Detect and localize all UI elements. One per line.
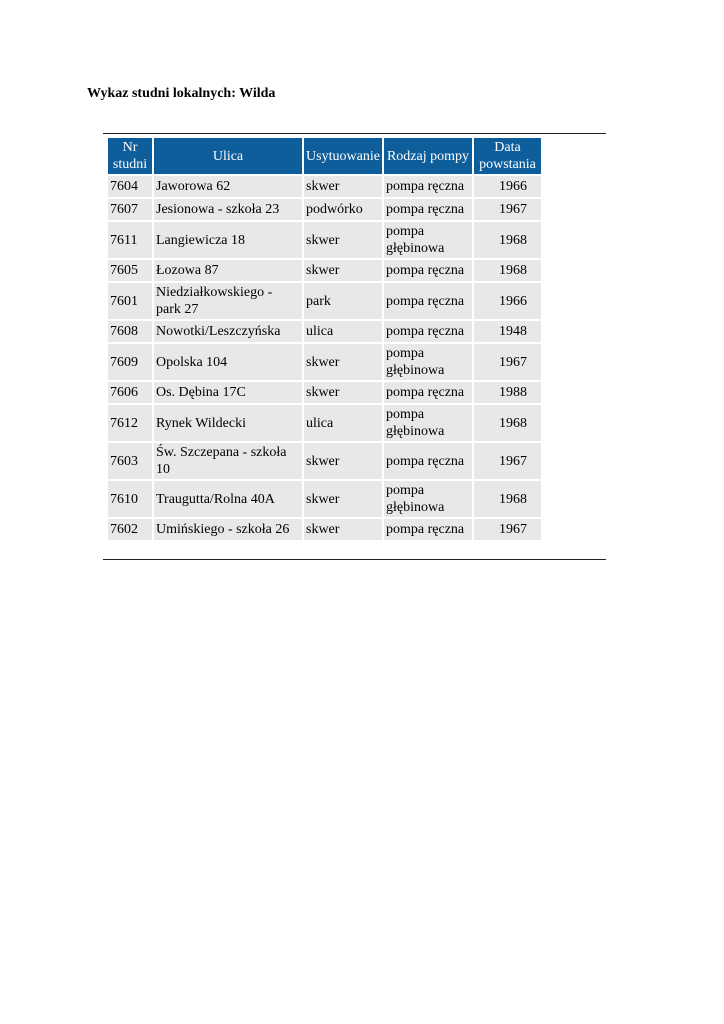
cell-nr: 7608	[108, 321, 152, 342]
table-row	[108, 481, 541, 517]
cell-pump-type: pompa ręczna	[384, 199, 472, 220]
cell-year: 1966	[474, 283, 541, 319]
cell-street: Łozowa 87	[154, 260, 302, 281]
cell-nr: 7605	[108, 260, 152, 281]
header-nr: Nr studni	[108, 138, 152, 174]
cell-pump-type: pompa ręczna	[384, 176, 472, 197]
cell-location: skwer	[304, 176, 382, 197]
cell-pump-type: pompa głębinowa	[384, 481, 472, 517]
cell-location: skwer	[304, 344, 382, 380]
cell-street: Os. Dębina 17C	[154, 382, 302, 403]
cell-pump-type: pompa głębinowa	[384, 222, 472, 258]
cell-nr: 7602	[108, 519, 152, 540]
cell-street: Jesionowa - szkoła 23	[154, 199, 302, 220]
cell-pump-type: pompa ręczna	[384, 382, 472, 403]
cell-nr: 7612	[108, 405, 152, 441]
cell-year: 1968	[474, 222, 541, 258]
cell-street: Nowotki/Leszczyńska	[154, 321, 302, 342]
document-title: Wykaz studni lokalnych: Wilda	[87, 86, 276, 101]
table-row	[108, 283, 541, 319]
table-row	[108, 260, 541, 281]
cell-nr: 7606	[108, 382, 152, 403]
cell-nr: 7609	[108, 344, 152, 380]
cell-year: 1967	[474, 519, 541, 540]
table-row	[108, 519, 541, 540]
cell-nr: 7601	[108, 283, 152, 319]
cell-street: Niedziałkowskiego - park 27	[154, 283, 302, 319]
cell-location: podwórko	[304, 199, 382, 220]
cell-location: skwer	[304, 260, 382, 281]
cell-pump-type: pompa ręczna	[384, 443, 472, 479]
table-row	[108, 321, 541, 342]
cell-street: Umińskiego - szkoła 26	[154, 519, 302, 540]
cell-nr: 7603	[108, 443, 152, 479]
table-row	[108, 199, 541, 220]
cell-street: Traugutta/Rolna 40A	[154, 481, 302, 517]
top-rule	[103, 133, 606, 134]
table-row	[108, 443, 541, 479]
cell-nr: 7604	[108, 176, 152, 197]
cell-street: Opolska 104	[154, 344, 302, 380]
table-row	[108, 176, 541, 197]
cell-pump-type: pompa ręczna	[384, 283, 472, 319]
cell-year: 1967	[474, 199, 541, 220]
cell-street: Św. Szczepana - szkoła 10	[154, 443, 302, 479]
table-row	[108, 405, 541, 441]
cell-year: 1988	[474, 382, 541, 403]
cell-street: Langiewicza 18	[154, 222, 302, 258]
cell-year: 1967	[474, 443, 541, 479]
header-year: Data powstania	[474, 138, 541, 174]
cell-pump-type: pompa głębinowa	[384, 405, 472, 441]
cell-nr: 7607	[108, 199, 152, 220]
cell-location: skwer	[304, 382, 382, 403]
cell-street: Jaworowa 62	[154, 176, 302, 197]
cell-pump-type: pompa ręczna	[384, 321, 472, 342]
cell-location: skwer	[304, 519, 382, 540]
cell-pump-type: pompa głębinowa	[384, 344, 472, 380]
table-header-row	[108, 138, 541, 174]
cell-location: skwer	[304, 481, 382, 517]
cell-year: 1967	[474, 344, 541, 380]
cell-year: 1968	[474, 481, 541, 517]
cell-pump-type: pompa ręczna	[384, 260, 472, 281]
cell-location: ulica	[304, 321, 382, 342]
bottom-rule	[103, 559, 606, 560]
cell-location: skwer	[304, 222, 382, 258]
cell-location: park	[304, 283, 382, 319]
table-row	[108, 222, 541, 258]
cell-street: Rynek Wildecki	[154, 405, 302, 441]
cell-year: 1948	[474, 321, 541, 342]
cell-pump-type: pompa ręczna	[384, 519, 472, 540]
header-location: Usytuowanie	[304, 138, 382, 174]
header-pump-type: Rodzaj pompy	[384, 138, 472, 174]
table-row	[108, 344, 541, 380]
cell-location: skwer	[304, 443, 382, 479]
cell-year: 1968	[474, 260, 541, 281]
header-street: Ulica	[154, 138, 302, 174]
cell-nr: 7611	[108, 222, 152, 258]
cell-location: ulica	[304, 405, 382, 441]
cell-nr: 7610	[108, 481, 152, 517]
cell-year: 1968	[474, 405, 541, 441]
table-row	[108, 382, 541, 403]
wells-table	[106, 136, 543, 542]
cell-year: 1966	[474, 176, 541, 197]
